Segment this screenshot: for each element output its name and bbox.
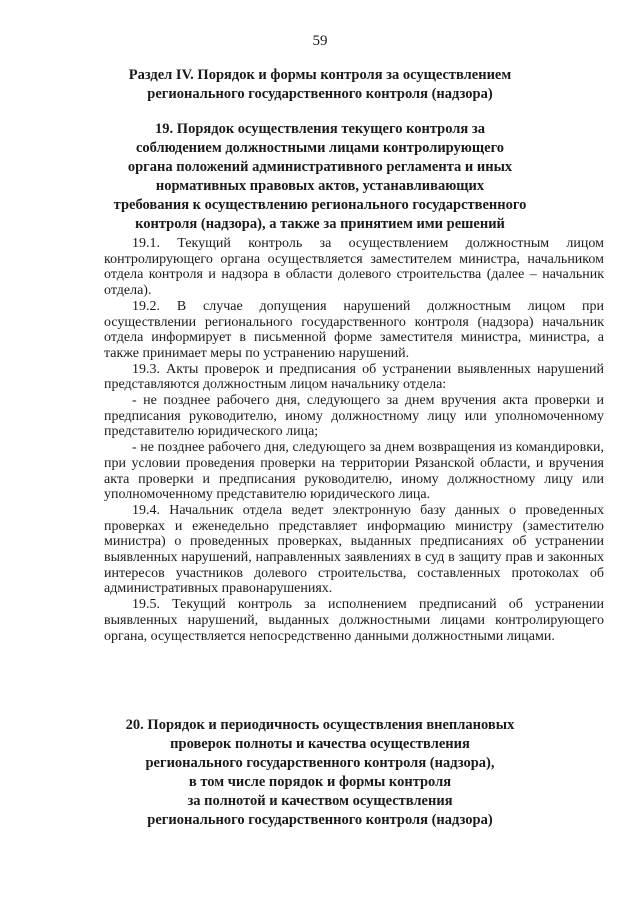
section-title-line: регионального государственного контроля (надзора) — [147, 86, 493, 102]
body-text — [104, 236, 604, 644]
subsection-title-line: регионального государственного контроля (надзора) — [147, 812, 493, 828]
page-number: 59 — [312, 33, 328, 49]
subsection-title-line: проверок полноты и качества осуществления — [170, 736, 470, 752]
subsection-title-line: регионального государственного контроля (надзора), — [145, 755, 495, 771]
subsection-title-line: контроля (надзора), а также за принятием ими решений — [135, 216, 505, 232]
subsection-19-title — [90, 120, 550, 234]
subsection-title-line: за полнотой и качеством осуществления — [187, 793, 453, 809]
subsection-title-line: нормативных правовых актов, устанавливающих — [155, 178, 485, 194]
section-title-line: Раздел IV. Порядок и формы контроля за осуществлением — [128, 67, 512, 83]
subsection-title-line: соблюдением должностными лицами контролирующего — [135, 140, 505, 156]
subsection-title-line: в том числе порядок и формы контроля — [188, 774, 452, 790]
paragraph-19-3: 19.3. Акты проверок и предписания об устранении выявленных нарушений представляются должностным лицом начальнику отдела: — [104, 361, 604, 393]
paragraph-19-2: 19.2. В случае допущения нарушений должностным лицом при осуществлении регионального государственного контроля (надзора) начальник отдела информирует в письменной форме заместителя министра, министра, а также принимает меры по устранению нарушений. — [104, 298, 604, 361]
paragraph-19-5: 19.5. Текущий контроль за исполнением предписаний об устранении выявленных нарушений, выданных должностными лицами контролирующего органа, осуществляется непосредственно данными должностными лицами. — [104, 597, 604, 644]
subsection-title-line: требования к осуществлению регионального государственного — [113, 197, 527, 213]
list-item-dash: - не позднее рабочего дня, следующего за днем возвращения из командировки, при условии проведения проверки на территории Рязанской области, и вручения акта проверки и предписания руководителю, иному должностному лицу или уполномоченному представителю юридического лица. — [104, 440, 604, 503]
section-title — [90, 66, 550, 104]
subsection-title-line: 20. Порядок и периодичность осуществления внеплановых — [125, 717, 515, 733]
subsection-title-line: 19. Порядок осуществления текущего контроля за — [155, 121, 485, 137]
paragraph-19-1: 19.1. Текущий контроль за осуществлением должностным лицом контролирующего органа осуществляется заместителем министра, начальником отдела контроля и надзора в области долевого строительства (далее – начальник отдела). — [104, 236, 604, 299]
subsection-title-line: органа положений административного регламента и иных — [127, 159, 513, 175]
list-item-dash: - не позднее рабочего дня, следующего за днем вручения акта проверки и предписания руководителю, иному должностному лицу или уполномоченному представителю юридического лица; — [104, 393, 604, 440]
subsection-20-title — [90, 716, 550, 830]
paragraph-19-4: 19.4. Начальник отдела ведет электронную базу данных о проведенных проверках и еженедельно представляет информацию министру (заместителю министра) о проведенных проверках, выданных предписаниях об устранении выявленных нарушений, направленных заявлениях в суд в защиту прав и законных интересов участников долевого строительства, составленных протоколах об административных правонарушениях. — [104, 502, 604, 597]
